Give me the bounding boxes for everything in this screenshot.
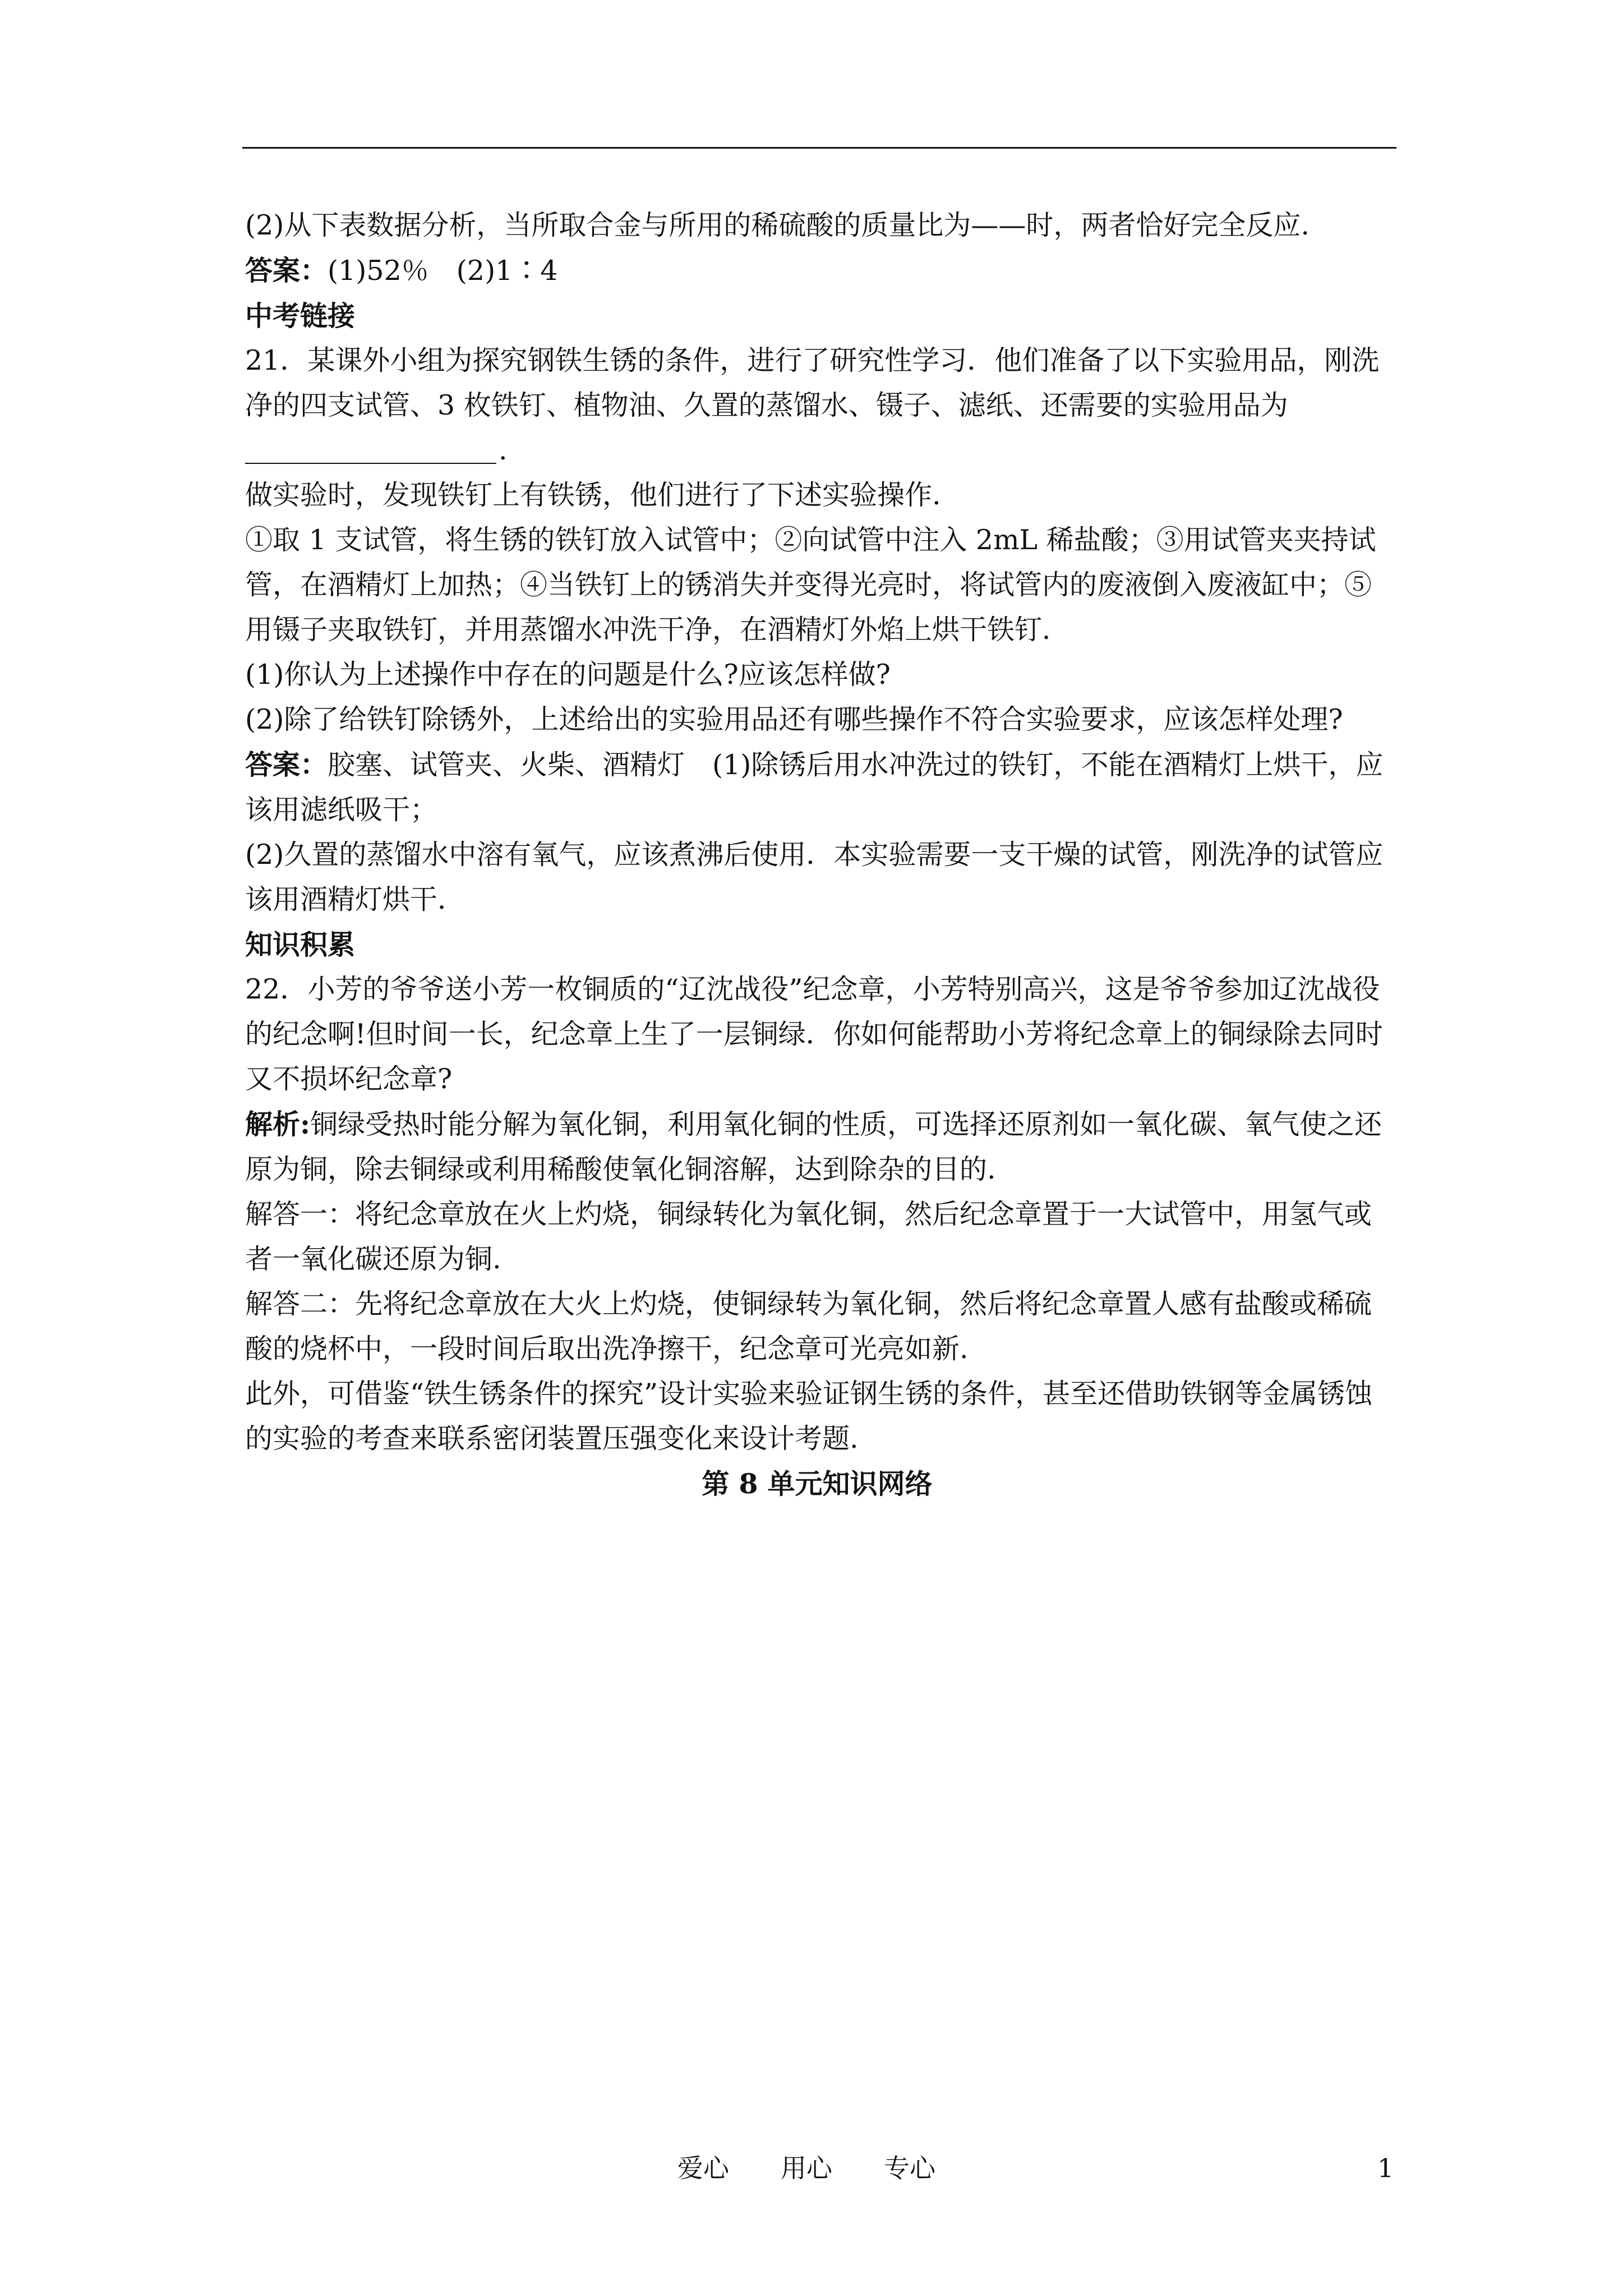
document-body	[245, 203, 1389, 1506]
answer-text: (1)52％ (2)1∶4	[328, 255, 558, 287]
blank-end-punct: .	[499, 434, 508, 466]
section-heading-zhongkao: 中考链接	[245, 300, 356, 332]
q21-steps: ①取 1 支试管，将生锈的铁钉放入试管中；②向试管中注入 2mL 稀盐酸；③用试管夹夹持试管，在酒精灯上加热；④当铁钉上的锈消失并变得光亮时，将试管内的废液倒入废液缸中；⑤用镊子夹取铁钉，并用蒸馏水冲洗干净，在酒精灯外焰上烘干铁钉．	[245, 524, 1376, 646]
q21-intro: 做实验时，发现铁钉上有铁锈，他们进行了下述实验操作.	[245, 479, 941, 511]
analysis-label: 解析:	[245, 1108, 311, 1140]
q22-answer2: 解答二：先将纪念章放在大火上灼烧，使铜绿转为氧化铜，然后将纪念章置人感有盐酸或稀硫酸的烧杯中，一段时间后取出洗净擦干，纪念章可光亮如新.	[245, 1288, 1372, 1365]
q21-stem: 21．某课外小组为探究钢铁生锈的条件，进行了研究性学习．他们准备了以下实验用品，刚洗净的四支试管、3 枚铁钉、植物油、久置的蒸馏水、镊子、滤纸、还需要的实验用品为	[245, 344, 1380, 421]
q22-stem: 22．小芳的爷爷送小芳一枚铜质的“辽沈战役”纪念章，小芳特别高兴，这是爷爷参加辽沈战役的纪念啊!但时间一长，纪念章上生了一层铜绿．你如何能帮助小芳将纪念章上的铜绿除去同时又不损坏纪念章?	[245, 973, 1383, 1095]
q22-answer1: 解答一：将纪念章放在火上灼烧，铜绿转化为氧化铜，然后纪念章置于一大试管中，用氢气或者一氧化碳还原为铜.	[245, 1198, 1372, 1275]
blank-underline	[245, 463, 496, 464]
q21-answer	[245, 742, 1389, 832]
q21-answer-part2: (2)久置的蒸馏水中溶有氧气，应该煮沸后使用．本实验需要一支干燥的试管，刚洗净的试管应该用酒精灯烘干．	[245, 839, 1384, 915]
q22-analysis	[245, 1102, 1389, 1192]
q21-sub2: (2)除了给铁钉除锈外，上述给出的实验用品还有哪些操作不符合实验要求，应该怎样处理?	[245, 703, 1343, 735]
answer-text: 胶塞、试管夹、火柴、酒精灯 (1)除锈后用水冲洗过的铁钉，不能在酒精灯上烘干，应该用滤纸吸干；	[245, 749, 1384, 826]
unit-title: 第 8 单元知识网络	[702, 1467, 933, 1500]
section-heading-zhishi: 知识积累	[245, 928, 356, 961]
answer-label: 答案：	[245, 748, 328, 781]
answer-label: 答案：	[245, 254, 328, 287]
q20-part2: (2)从下表数据分析，当所取合金与所用的稀硫酸的质量比为——时，两者恰好完全反应.	[245, 209, 1310, 241]
q22-extra: 此外，可借鉴“铁生锈条件的探究”设计实验来验证钢生锈的条件，甚至还借助铁钢等金属锈蚀的实验的考查来联系密闭装置压强变化来设计考题.	[245, 1378, 1373, 1455]
footer-motto: 爱心 用心 专心	[677, 2153, 935, 2183]
q20-answer	[245, 248, 1389, 293]
header-rule	[242, 147, 1396, 149]
q21-sub1: (1)你认为上述操作中存在的问题是什么?应该怎样做?	[245, 659, 891, 691]
page-number: 1	[1377, 2153, 1394, 2183]
analysis-text: 铜绿受热时能分解为氧化铜，利用氧化铜的性质，可选择还原剂如一氧化碳、氧气使之还原为铜，除去铜绿或利用稀酸使氧化铜溶解，达到除杂的目的.	[245, 1108, 1382, 1185]
answer-blank	[245, 428, 1389, 473]
